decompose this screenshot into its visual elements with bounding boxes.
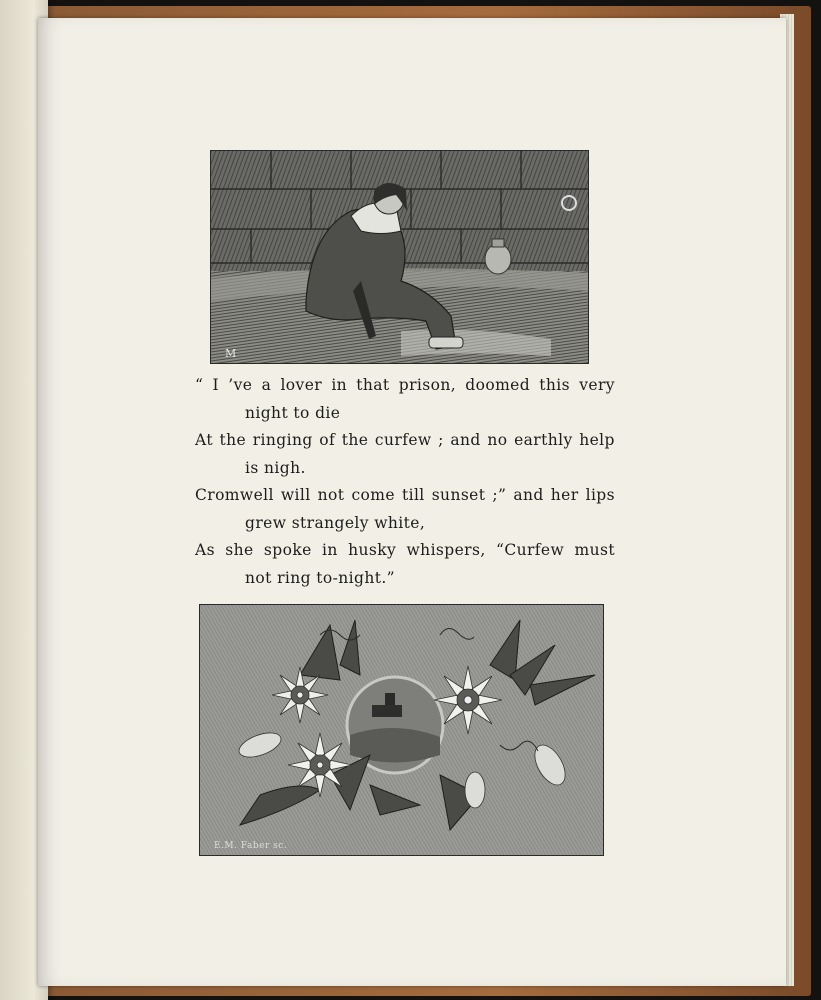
verse-word: come [351, 486, 395, 504]
verse-word: lips [585, 486, 615, 504]
passion-flower-engraving-icon [200, 605, 603, 855]
verse-word: ’ve [228, 376, 253, 394]
verse-word: will [280, 486, 311, 504]
verse-word: and [450, 431, 481, 449]
verse-word: sunset [431, 486, 486, 504]
verse-word: the [341, 431, 369, 449]
verse-line-3-cont: grew strangely white, [245, 514, 426, 532]
verse-word: lover [280, 376, 323, 394]
engraver-signature: E.M. Faber sc. [214, 841, 288, 851]
verse-word: As [195, 541, 215, 559]
verse-line-2 [195, 427, 615, 454]
verse-word: “Curfew [496, 541, 565, 559]
verse-word: in [331, 376, 348, 394]
verse-word: I [212, 376, 220, 394]
bottom-illustration [199, 604, 604, 856]
verse-word: a [261, 376, 272, 394]
verse-word: very [579, 376, 615, 394]
verse-word: spoke [263, 541, 312, 559]
verse-line-1-cont: night to die [245, 404, 341, 422]
verse-word: she [225, 541, 254, 559]
top-illustration [210, 150, 589, 364]
verse-line-2-cont: is nigh. [245, 459, 306, 477]
verse-word: till [401, 486, 425, 504]
verse-word: the [219, 431, 247, 449]
verse-line-4 [195, 537, 615, 564]
verse-word: that [356, 376, 390, 394]
verse-word: and [513, 486, 544, 504]
verse-word: At [195, 431, 213, 449]
verse-word: ;” [492, 486, 507, 504]
verse-word: in [322, 541, 338, 559]
verse-word: of [319, 431, 336, 449]
verse-word: curfew [374, 431, 432, 449]
verse-word: earthly [514, 431, 573, 449]
verse-word: Cromwell [195, 486, 274, 504]
poem-stanza [195, 372, 615, 592]
verse-word: ringing [252, 431, 313, 449]
verse-word: her [550, 486, 579, 504]
verse-word: must [574, 541, 615, 559]
verse-line-4-cont: not ring to-night.” [245, 569, 395, 587]
verse-word: not [317, 486, 345, 504]
verse-word: “ [195, 376, 204, 394]
verse-line-1 [195, 372, 615, 399]
artist-initials: M [225, 347, 237, 360]
verse-word: prison, [398, 376, 457, 394]
verse-word: no [487, 431, 508, 449]
verse-word: husky [348, 541, 397, 559]
verse-word: this [539, 376, 571, 394]
verse-word: help [579, 431, 615, 449]
prisoner-engraving-icon [211, 151, 588, 363]
verse-word: ; [438, 431, 444, 449]
verse-word: doomed [465, 376, 531, 394]
verse-word: whispers, [406, 541, 486, 559]
verse-line-3 [195, 482, 615, 509]
